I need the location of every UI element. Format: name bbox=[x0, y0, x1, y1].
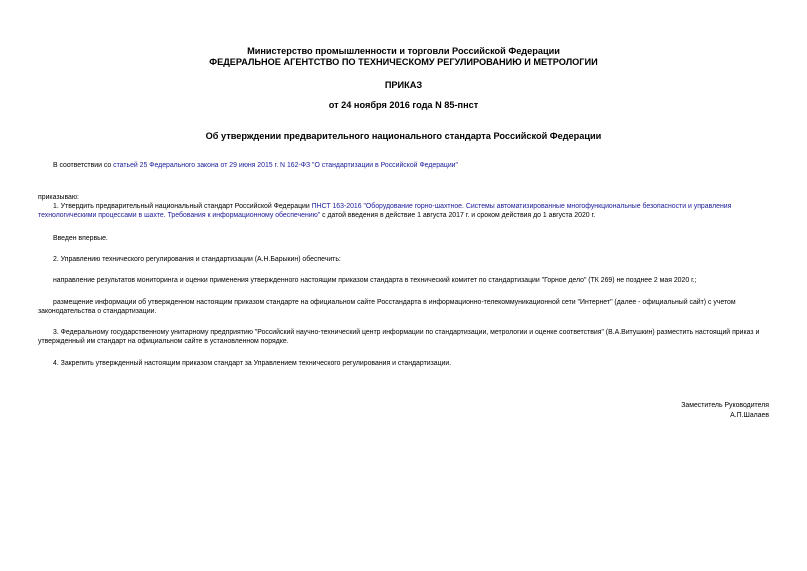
signature-position: Заместитель Руководителя bbox=[681, 402, 769, 409]
preamble bbox=[53, 161, 458, 170]
agency-name: ФЕДЕРАЛЬНОЕ АГЕНТСТВО ПО ТЕХНИЧЕСКОМУ РЕГУЛИРОВАНИЮ И МЕТРОЛОГИИ bbox=[209, 57, 598, 67]
document-type: ПРИКАЗ bbox=[384, 80, 423, 90]
item-2b: размещение информации об утвержденном настоящим приказом стандарте на официальном сайте Росстандарта в информационно-телекоммуникационной сети "Интернет" (далее - официальный сайт) с учетом законодательства о стандартизации. bbox=[38, 299, 736, 315]
order-word: приказываю: bbox=[38, 194, 79, 201]
introduced-note: Введен впервые. bbox=[53, 235, 108, 242]
item-2a: направление результатов мониторинга и оценки применения утвержденного настоящим приказом стандарта в технический комитет по стандартизации "Горное дело" (ТК 269) не позднее 2 мая 2020 г.; bbox=[53, 277, 697, 284]
item-1-suffix: с датой введения в действие 1 августа 2017 г. и сроком действия до 1 августа 2020 г. bbox=[320, 212, 596, 219]
item-3: 3. Федеральному государственному унитарному предприятию "Российский научно-технический центр информации по стандартизации, метрологии и оценке соответствия" (В.А.Витушкин) разместить настоящий приказ и утвержденный им стандарт на официальном сайте в установленном порядке. bbox=[38, 329, 760, 345]
document-date-number: от 24 ноября 2016 года N 85-пнст bbox=[328, 100, 479, 110]
ministry-name: Министерство промышленности и торговли Российской Федерации bbox=[247, 46, 560, 56]
standard-link[interactable]: ПНСТ 163-2016 "Оборудование горно-шахтное. Системы автоматизированные многофункциональные безопасности и управления технологическими процессами в шахте. Требования к информационному обеспечению" bbox=[38, 203, 732, 219]
preamble-prefix: В соответствии со bbox=[53, 162, 114, 169]
item-4: 4. Закрепить утвержденный настоящим приказом стандарт за Управлением технического регулирования и стандартизации. bbox=[53, 360, 452, 367]
item-1 bbox=[38, 202, 772, 220]
document-title: Об утверждении предварительного национального стандарта Российской Федерации bbox=[205, 131, 602, 141]
item-1-prefix: 1. Утвердить предварительный национальный стандарт Российской Федерации bbox=[53, 203, 312, 210]
item-2: 2. Управлению технического регулирования и стандартизации (А.Н.Барыкин) обеспечить: bbox=[53, 256, 341, 263]
federal-law-link[interactable]: статьей 25 Федерального закона от 29 июня 2015 г. N 162-ФЗ "О стандартизации в Российской Федерации" bbox=[113, 162, 458, 169]
signature-name: А.П.Шалаев bbox=[730, 412, 769, 419]
